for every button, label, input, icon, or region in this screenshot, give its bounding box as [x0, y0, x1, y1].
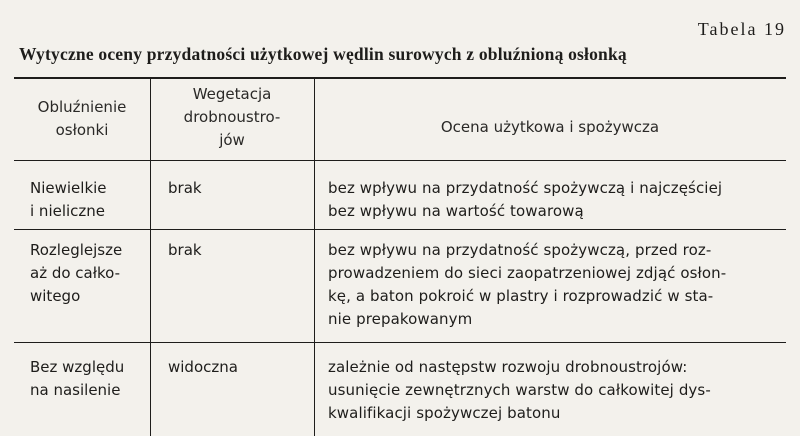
table-cell: brak — [168, 241, 202, 259]
header-bottom-rule — [14, 160, 786, 161]
table-cell: bez wpływu na przydatność spożywczą i najczęściej bez wpływu na wartość towarową — [328, 179, 723, 220]
header-casing-looseness: Obluźnienie osłonki — [37, 98, 127, 139]
row-divider-1 — [14, 229, 786, 230]
table-cell: widoczna — [168, 358, 238, 376]
row-divider-2 — [14, 342, 786, 343]
table-top-rule — [14, 77, 786, 79]
table-cell: Bez względu na nasilenie — [30, 358, 125, 399]
table-cell: brak — [168, 179, 202, 197]
header-microbial-growth: Wegetacja drobnoustro- jów — [183, 85, 281, 149]
table-title: Wytyczne oceny przydatności użytkowej wędlin surowych z obluźnioną osłonką — [19, 44, 627, 64]
table-number: Tabela 19 — [697, 19, 786, 39]
table-cell: Niewielkie i nieliczne — [30, 179, 107, 220]
table-cell: zależnie od następstw rozwoju drobnoustrojów: usunięcie zewnętrznych warstw do całkowitej dys- kwalifikacji spożywczej batonu — [328, 358, 711, 422]
table-cell: Rozleglejsze aż do całko- witego — [30, 241, 123, 305]
header-assessment: Ocena użytkowa i spożywcza — [440, 118, 660, 136]
table-cell: bez wpływu na przydatność spożywczą, przed roz- prowadzeniem do sieci zaopatrzeniowej zdjąć osłon- kę, a baton pokroić w plastry i rozprowadzić w sta- nie prepakowanym — [328, 241, 727, 328]
